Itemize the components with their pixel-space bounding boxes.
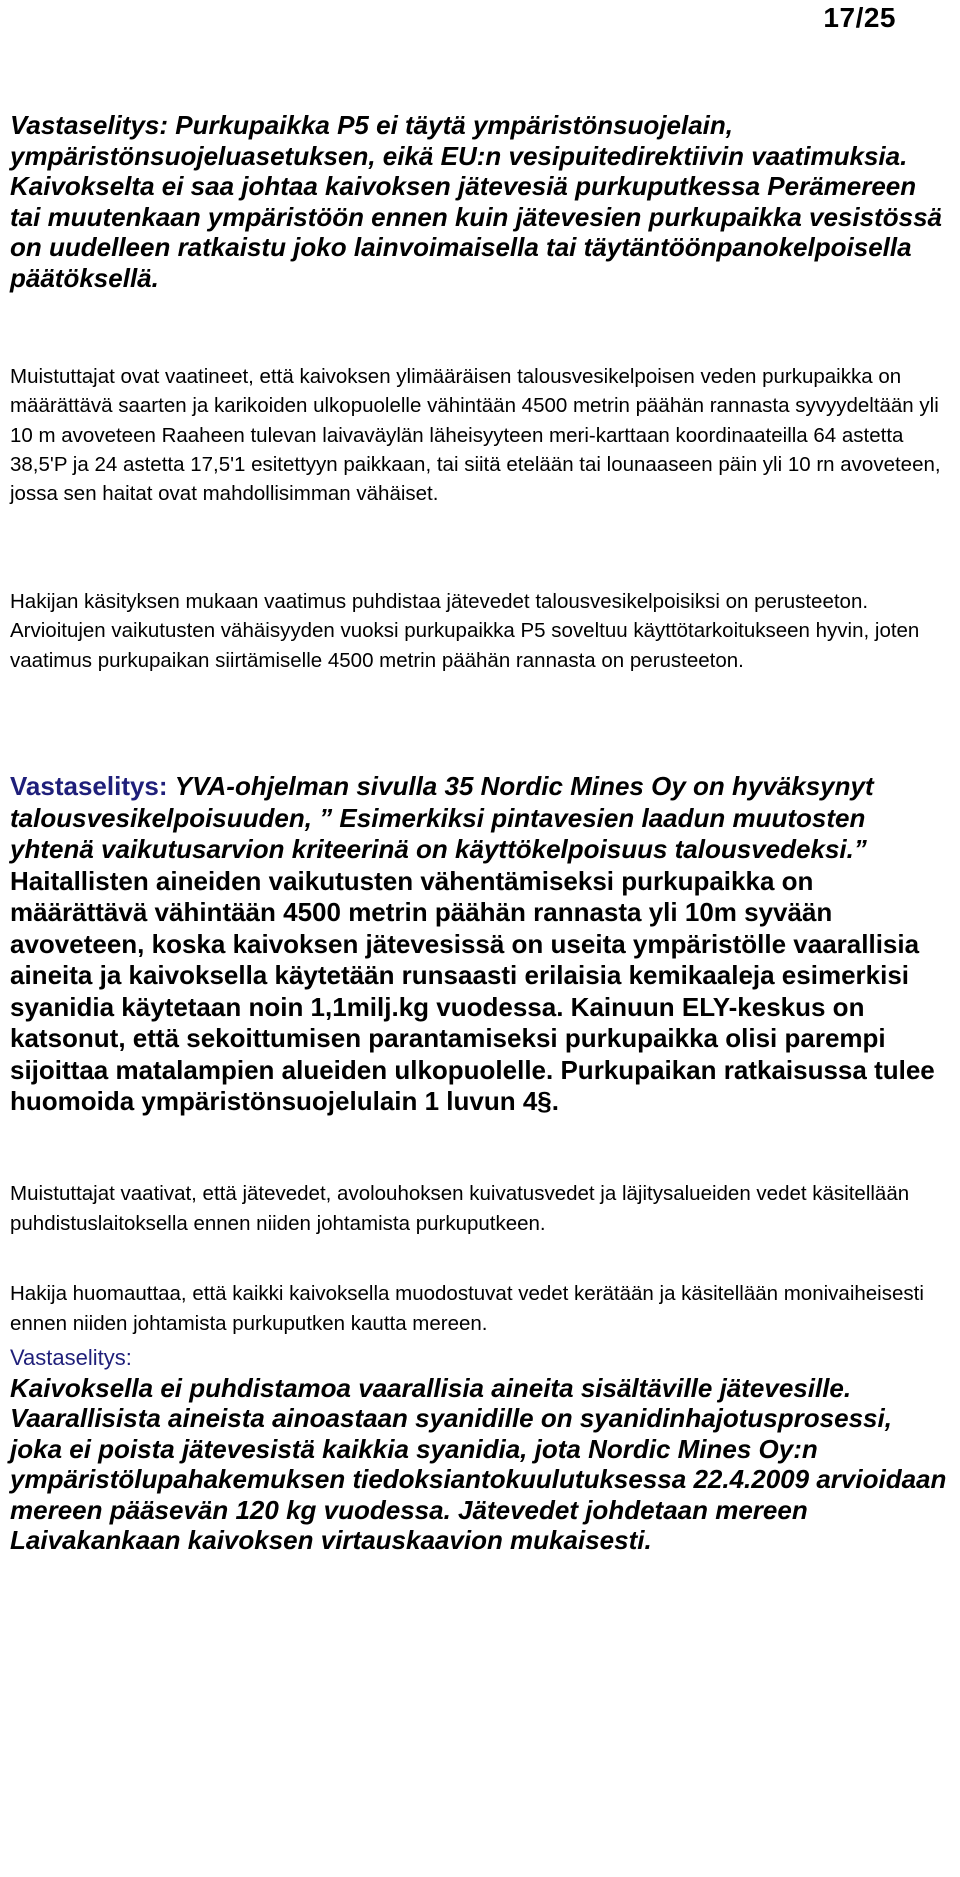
- applicant-response-paragraph-1: Hakijan käsityksen mukaan vaatimus puhdistaa jätevedet talousvesikelpoisiksi on perusteeton. Arvioitujen vaikutusten vähäisyyden vuoksi purkupaikka P5 soveltuu käyttötarkoitukseen hyvin, joten vaatimus purkupaikan siirtämiselle 4500 metrin päähän rannasta on perusteeton.: [10, 590, 920, 672]
- objection-paragraph-2: Muistuttajat vaativat, että jätevedet, avolouhoksen kuivatusvedet ja läjitysalueiden vedet käsitellään puhdistuslaitoksella ennen niiden johtamista purkuputkeen.: [10, 1182, 910, 1235]
- rebuttal-paragraph-2: [10, 771, 950, 1118]
- page-number: 17/25: [823, 2, 896, 33]
- rebuttal-quote: YVA-ohjelman sivulla 35 Nordic Mines Oy on hyväksynyt talousvesikelpoisuuden, ” Esimerkiksi pintavesien laadun muutosten yhtenä vaikutusarvion kriteerinä on käyttökelpoisuus talousvedeksi.”: [10, 771, 874, 864]
- rebuttal-body: Haitallisten aineiden vaikutusten vähentämiseksi purkupaikka on määrättävä vähintään 4500 metrin päähän rannasta yli 10m syvään avoveteen, koska kaivoksen jätevesissä on useita ympäristölle vaarallisia aineita ja kaivoksella käytetään runsaasti erilaisia kemikaaleja esimerkisi syanidia käytetaan noin 1,1milj.kg vuodessa. Kainuun ELY-keskus on katsonut, että sekoittumisen parantamiseksi purkupaikka olisi parempi sijoittaa matalampien alueiden ulkopuolelle. Purkupaikan ratkaisussa tulee huomoida ympäristönsuojelulain 1 luvun 4§.: [10, 865, 935, 1116]
- rebuttal-label: Vastaselitys:: [10, 771, 175, 801]
- rebuttal-label-3: Vastaselitys:: [10, 1345, 132, 1370]
- rebuttal-paragraph-1: Vastaselitys: Purkupaikka P5 ei täytä ympäristönsuojelain, ympäristönsuojeluasetuksen, eikä EU:n vesipuitedirektiivin vaatimuksia. Kaivokselta ei saa johtaa kaivoksen jätevesiä purkuputkessa Perämereen tai muutenkaan ympäristöön ennen kuin jätevesien purkupaikka vesistössä on uudelleen ratkaistu joko lainvoimaisella tai täytäntöönpanokelpoisella päätöksellä.: [10, 110, 942, 293]
- applicant-response-paragraph-2: Hakija huomauttaa, että kaikki kaivoksella muodostuvat vedet kerätään ja käsitellään monivaiheisesti ennen niiden johtamista purkuputken kautta mereen.: [10, 1282, 924, 1335]
- rebuttal-section-3: [10, 1343, 950, 1555]
- objection-paragraph-1: Muistuttajat ovat vaatineet, että kaivoksen ylimääräisen talousvesikelpoisen veden purkupaikka on määrättävä saarten ja karikoiden ulkopuolelle vähintään 4500 metrin päähän rannasta syvyydeltään yli 10 m avoveteen Raaheen tulevan laivaväylän läheisyyteen meri-karttaan koordinaateilla 64 astetta 38,5'P ja 24 astetta 17,5'1 esitettyyn paikkaan, tai siitä etelään tai lounaaseen päin yli 10 rn avoveteen, jossa sen haitat ovat mahdollisimman vähäiset.: [10, 365, 941, 506]
- rebuttal-paragraph-3: Kaivoksella ei puhdistamoa vaarallisia aineita sisältäville jätevesille. Vaarallisista aineista ainoastaan syanidille on syanidinhajotusprosessi, joka ei poista jätevesistä kaikkia syanidia, jota Nordic Mines Oy:n ympäristölupahakemuksen tiedoksiantokuulutuksessa 22.4.2009 arvioidaan mereen pääsevän 120 kg vuodessa. Jätevedet johdetaan mereen Laivakankaan kaivoksen virtauskaavion mukaisesti.: [10, 1373, 947, 1556]
